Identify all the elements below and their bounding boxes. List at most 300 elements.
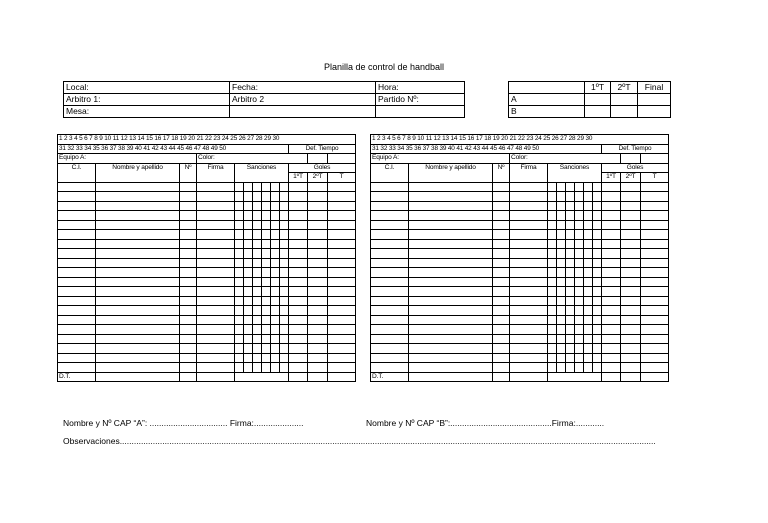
player-cell[interactable] <box>493 182 510 192</box>
player-cell[interactable] <box>96 201 180 211</box>
player-cell[interactable] <box>244 296 253 306</box>
player-cell[interactable] <box>328 287 356 297</box>
player-cell[interactable] <box>328 230 356 240</box>
score-cell[interactable] <box>638 106 671 118</box>
player-cell[interactable] <box>308 239 328 249</box>
player-cell[interactable] <box>510 192 548 202</box>
player-cell[interactable] <box>280 296 289 306</box>
player-cell[interactable] <box>557 296 566 306</box>
player-cell[interactable] <box>58 353 96 363</box>
player-cell[interactable] <box>566 239 575 249</box>
player-cell[interactable] <box>180 201 197 211</box>
player-cell[interactable] <box>262 220 271 230</box>
dt-cell[interactable] <box>328 372 356 382</box>
player-cell[interactable] <box>58 315 96 325</box>
player-cell[interactable] <box>371 315 409 325</box>
score-cell[interactable] <box>585 94 611 106</box>
player-cell[interactable] <box>197 230 235 240</box>
player-cell[interactable] <box>180 296 197 306</box>
player-cell[interactable] <box>289 315 308 325</box>
player-cell[interactable] <box>253 353 262 363</box>
player-cell[interactable] <box>244 334 253 344</box>
player-cell[interactable] <box>289 296 308 306</box>
equipo-label[interactable]: Equipo A: <box>371 154 510 164</box>
player-cell[interactable] <box>58 220 96 230</box>
player-cell[interactable] <box>510 201 548 211</box>
player-cell[interactable] <box>641 353 669 363</box>
player-cell[interactable] <box>371 344 409 354</box>
player-cell[interactable] <box>621 201 641 211</box>
player-cell[interactable] <box>641 334 669 344</box>
player-cell[interactable] <box>510 268 548 278</box>
player-cell[interactable] <box>510 296 548 306</box>
mesa-field[interactable]: Mesa: <box>64 106 230 118</box>
dt-cell[interactable] <box>308 372 328 382</box>
player-cell[interactable] <box>58 296 96 306</box>
player-cell[interactable] <box>262 192 271 202</box>
player-cell[interactable] <box>566 306 575 316</box>
player-cell[interactable] <box>493 287 510 297</box>
player-cell[interactable] <box>557 344 566 354</box>
player-cell[interactable] <box>409 249 493 259</box>
player-cell[interactable] <box>253 315 262 325</box>
player-cell[interactable] <box>253 277 262 287</box>
player-cell[interactable] <box>602 239 621 249</box>
player-cell[interactable] <box>308 296 328 306</box>
player-cell[interactable] <box>235 353 244 363</box>
player-cell[interactable] <box>262 363 271 373</box>
player-cell[interactable] <box>96 363 180 373</box>
player-cell[interactable] <box>328 353 356 363</box>
player-cell[interactable] <box>197 211 235 221</box>
player-cell[interactable] <box>244 182 253 192</box>
player-cell[interactable] <box>602 182 621 192</box>
player-cell[interactable] <box>493 220 510 230</box>
player-cell[interactable] <box>58 258 96 268</box>
player-cell[interactable] <box>308 306 328 316</box>
player-cell[interactable] <box>493 258 510 268</box>
player-cell[interactable] <box>280 353 289 363</box>
player-cell[interactable] <box>584 315 593 325</box>
player-cell[interactable] <box>548 296 557 306</box>
color-label[interactable]: Color: <box>510 154 621 164</box>
player-cell[interactable] <box>557 239 566 249</box>
player-cell[interactable] <box>235 230 244 240</box>
player-cell[interactable] <box>180 277 197 287</box>
player-cell[interactable] <box>235 220 244 230</box>
player-cell[interactable] <box>566 334 575 344</box>
player-cell[interactable] <box>197 192 235 202</box>
player-cell[interactable] <box>235 325 244 335</box>
player-cell[interactable] <box>371 334 409 344</box>
player-cell[interactable] <box>289 353 308 363</box>
player-cell[interactable] <box>308 211 328 221</box>
player-cell[interactable] <box>641 268 669 278</box>
player-cell[interactable] <box>328 220 356 230</box>
player-cell[interactable] <box>557 230 566 240</box>
player-cell[interactable] <box>584 353 593 363</box>
player-cell[interactable] <box>557 334 566 344</box>
player-cell[interactable] <box>197 325 235 335</box>
player-cell[interactable] <box>584 182 593 192</box>
player-cell[interactable] <box>548 306 557 316</box>
player-cell[interactable] <box>602 249 621 259</box>
player-cell[interactable] <box>621 230 641 240</box>
player-cell[interactable] <box>96 296 180 306</box>
player-cell[interactable] <box>197 201 235 211</box>
player-cell[interactable] <box>566 344 575 354</box>
player-cell[interactable] <box>235 363 244 373</box>
player-cell[interactable] <box>548 182 557 192</box>
player-cell[interactable] <box>566 211 575 221</box>
player-cell[interactable] <box>180 287 197 297</box>
player-cell[interactable] <box>235 344 244 354</box>
player-cell[interactable] <box>548 353 557 363</box>
player-cell[interactable] <box>584 277 593 287</box>
player-cell[interactable] <box>289 277 308 287</box>
player-cell[interactable] <box>548 258 557 268</box>
player-cell[interactable] <box>548 344 557 354</box>
def-tiempo-cell[interactable] <box>308 154 328 164</box>
player-cell[interactable] <box>289 220 308 230</box>
dt-cell[interactable] <box>180 372 197 382</box>
dt-cell[interactable] <box>289 372 308 382</box>
player-cell[interactable] <box>593 239 602 249</box>
player-cell[interactable] <box>548 363 557 373</box>
player-cell[interactable] <box>262 344 271 354</box>
player-cell[interactable] <box>510 363 548 373</box>
cap-a-line[interactable]: Nombre y Nº CAP “A”: ................................. Firma:..................... <box>63 418 304 428</box>
player-cell[interactable] <box>280 258 289 268</box>
player-cell[interactable] <box>180 306 197 316</box>
player-cell[interactable] <box>308 182 328 192</box>
player-cell[interactable] <box>197 344 235 354</box>
player-cell[interactable] <box>593 201 602 211</box>
player-cell[interactable] <box>575 230 584 240</box>
player-cell[interactable] <box>593 363 602 373</box>
player-cell[interactable] <box>244 192 253 202</box>
player-cell[interactable] <box>641 363 669 373</box>
player-cell[interactable] <box>548 287 557 297</box>
player-cell[interactable] <box>575 220 584 230</box>
dt-cell[interactable] <box>621 372 641 382</box>
player-cell[interactable] <box>621 277 641 287</box>
player-cell[interactable] <box>566 182 575 192</box>
player-cell[interactable] <box>180 344 197 354</box>
player-cell[interactable] <box>58 306 96 316</box>
player-cell[interactable] <box>253 182 262 192</box>
player-cell[interactable] <box>328 249 356 259</box>
player-cell[interactable] <box>409 230 493 240</box>
player-cell[interactable] <box>371 363 409 373</box>
player-cell[interactable] <box>58 325 96 335</box>
player-cell[interactable] <box>584 334 593 344</box>
player-cell[interactable] <box>584 192 593 202</box>
player-cell[interactable] <box>280 239 289 249</box>
player-cell[interactable] <box>253 220 262 230</box>
player-cell[interactable] <box>328 334 356 344</box>
player-cell[interactable] <box>409 258 493 268</box>
player-cell[interactable] <box>566 287 575 297</box>
player-cell[interactable] <box>180 268 197 278</box>
player-cell[interactable] <box>58 201 96 211</box>
player-cell[interactable] <box>641 287 669 297</box>
player-cell[interactable] <box>557 201 566 211</box>
player-cell[interactable] <box>280 211 289 221</box>
player-cell[interactable] <box>308 201 328 211</box>
player-cell[interactable] <box>253 211 262 221</box>
player-cell[interactable] <box>262 239 271 249</box>
score-cell[interactable] <box>585 106 611 118</box>
player-cell[interactable] <box>641 325 669 335</box>
player-cell[interactable] <box>197 287 235 297</box>
player-cell[interactable] <box>510 230 548 240</box>
player-cell[interactable] <box>371 296 409 306</box>
equipo-label[interactable]: Equipo A: <box>58 154 197 164</box>
player-cell[interactable] <box>593 230 602 240</box>
player-cell[interactable] <box>493 211 510 221</box>
player-cell[interactable] <box>96 239 180 249</box>
player-cell[interactable] <box>548 315 557 325</box>
player-cell[interactable] <box>197 249 235 259</box>
cap-b-line[interactable]: Nombre y Nº CAP “B”:...........................................Firma:............ <box>366 418 605 428</box>
player-cell[interactable] <box>197 296 235 306</box>
player-cell[interactable] <box>548 239 557 249</box>
player-cell[interactable] <box>493 249 510 259</box>
player-cell[interactable] <box>197 363 235 373</box>
dt-cell[interactable] <box>641 372 669 382</box>
dt-cell[interactable] <box>235 372 289 382</box>
player-cell[interactable] <box>253 306 262 316</box>
player-cell[interactable] <box>58 192 96 202</box>
player-cell[interactable] <box>557 182 566 192</box>
player-cell[interactable] <box>262 249 271 259</box>
player-cell[interactable] <box>409 315 493 325</box>
player-cell[interactable] <box>548 334 557 344</box>
player-cell[interactable] <box>244 201 253 211</box>
player-cell[interactable] <box>235 258 244 268</box>
player-cell[interactable] <box>510 344 548 354</box>
player-cell[interactable] <box>593 344 602 354</box>
player-cell[interactable] <box>253 344 262 354</box>
player-cell[interactable] <box>584 306 593 316</box>
player-cell[interactable] <box>593 315 602 325</box>
player-cell[interactable] <box>641 296 669 306</box>
player-cell[interactable] <box>244 325 253 335</box>
player-cell[interactable] <box>510 353 548 363</box>
player-cell[interactable] <box>584 239 593 249</box>
player-cell[interactable] <box>557 192 566 202</box>
player-cell[interactable] <box>244 277 253 287</box>
player-cell[interactable] <box>96 182 180 192</box>
player-cell[interactable] <box>262 182 271 192</box>
fecha-field[interactable]: Fecha: <box>230 82 376 94</box>
player-cell[interactable] <box>289 192 308 202</box>
player-cell[interactable] <box>328 239 356 249</box>
player-cell[interactable] <box>262 296 271 306</box>
player-cell[interactable] <box>308 249 328 259</box>
player-cell[interactable] <box>602 306 621 316</box>
player-cell[interactable] <box>280 287 289 297</box>
player-cell[interactable] <box>280 334 289 344</box>
player-cell[interactable] <box>328 277 356 287</box>
player-cell[interactable] <box>409 201 493 211</box>
player-cell[interactable] <box>641 182 669 192</box>
player-cell[interactable] <box>289 201 308 211</box>
player-cell[interactable] <box>575 353 584 363</box>
player-cell[interactable] <box>557 325 566 335</box>
player-cell[interactable] <box>235 296 244 306</box>
player-cell[interactable] <box>271 344 280 354</box>
dt-cell[interactable] <box>96 372 180 382</box>
dt-cell[interactable] <box>602 372 621 382</box>
player-cell[interactable] <box>510 287 548 297</box>
player-cell[interactable] <box>510 315 548 325</box>
player-cell[interactable] <box>244 249 253 259</box>
player-cell[interactable] <box>493 239 510 249</box>
player-cell[interactable] <box>621 182 641 192</box>
player-cell[interactable] <box>575 344 584 354</box>
player-cell[interactable] <box>602 315 621 325</box>
player-cell[interactable] <box>575 249 584 259</box>
player-cell[interactable] <box>593 192 602 202</box>
player-cell[interactable] <box>409 239 493 249</box>
player-cell[interactable] <box>575 296 584 306</box>
player-cell[interactable] <box>280 277 289 287</box>
player-cell[interactable] <box>253 258 262 268</box>
player-cell[interactable] <box>602 201 621 211</box>
player-cell[interactable] <box>58 268 96 278</box>
player-cell[interactable] <box>289 344 308 354</box>
player-cell[interactable] <box>566 220 575 230</box>
player-cell[interactable] <box>371 268 409 278</box>
player-cell[interactable] <box>180 363 197 373</box>
player-cell[interactable] <box>566 230 575 240</box>
player-cell[interactable] <box>235 315 244 325</box>
player-cell[interactable] <box>510 306 548 316</box>
player-cell[interactable] <box>271 220 280 230</box>
player-cell[interactable] <box>593 258 602 268</box>
player-cell[interactable] <box>197 277 235 287</box>
player-cell[interactable] <box>602 211 621 221</box>
player-cell[interactable] <box>602 258 621 268</box>
player-cell[interactable] <box>621 268 641 278</box>
player-cell[interactable] <box>584 268 593 278</box>
player-cell[interactable] <box>280 201 289 211</box>
player-cell[interactable] <box>566 268 575 278</box>
player-cell[interactable] <box>566 201 575 211</box>
player-cell[interactable] <box>493 268 510 278</box>
player-cell[interactable] <box>493 344 510 354</box>
player-cell[interactable] <box>575 192 584 202</box>
player-cell[interactable] <box>566 192 575 202</box>
player-cell[interactable] <box>235 334 244 344</box>
player-cell[interactable] <box>280 192 289 202</box>
player-cell[interactable] <box>557 249 566 259</box>
player-cell[interactable] <box>180 211 197 221</box>
player-cell[interactable] <box>602 192 621 202</box>
player-cell[interactable] <box>262 287 271 297</box>
player-cell[interactable] <box>371 211 409 221</box>
player-cell[interactable] <box>557 315 566 325</box>
player-cell[interactable] <box>409 211 493 221</box>
player-cell[interactable] <box>575 363 584 373</box>
player-cell[interactable] <box>371 230 409 240</box>
player-cell[interactable] <box>621 192 641 202</box>
player-cell[interactable] <box>593 182 602 192</box>
player-cell[interactable] <box>575 201 584 211</box>
arbitro2-field[interactable]: Arbitro 2 <box>230 94 376 106</box>
player-cell[interactable] <box>289 363 308 373</box>
player-cell[interactable] <box>96 287 180 297</box>
player-cell[interactable] <box>96 230 180 240</box>
player-cell[interactable] <box>575 306 584 316</box>
player-cell[interactable] <box>493 315 510 325</box>
player-cell[interactable] <box>280 325 289 335</box>
player-cell[interactable] <box>58 287 96 297</box>
player-cell[interactable] <box>253 201 262 211</box>
player-cell[interactable] <box>96 306 180 316</box>
player-cell[interactable] <box>197 258 235 268</box>
player-cell[interactable] <box>58 249 96 259</box>
player-cell[interactable] <box>244 220 253 230</box>
player-cell[interactable] <box>235 306 244 316</box>
player-cell[interactable] <box>584 230 593 240</box>
player-cell[interactable] <box>566 258 575 268</box>
player-cell[interactable] <box>548 249 557 259</box>
player-cell[interactable] <box>308 287 328 297</box>
player-cell[interactable] <box>593 268 602 278</box>
player-cell[interactable] <box>584 363 593 373</box>
player-cell[interactable] <box>289 182 308 192</box>
player-cell[interactable] <box>621 353 641 363</box>
player-cell[interactable] <box>328 296 356 306</box>
color-label[interactable]: Color: <box>197 154 308 164</box>
player-cell[interactable] <box>271 325 280 335</box>
player-cell[interactable] <box>308 192 328 202</box>
player-cell[interactable] <box>493 296 510 306</box>
player-cell[interactable] <box>235 182 244 192</box>
player-cell[interactable] <box>371 239 409 249</box>
player-cell[interactable] <box>180 334 197 344</box>
player-cell[interactable] <box>371 192 409 202</box>
local-field[interactable]: Local: <box>64 82 230 94</box>
player-cell[interactable] <box>584 258 593 268</box>
player-cell[interactable] <box>235 201 244 211</box>
player-cell[interactable] <box>641 201 669 211</box>
player-cell[interactable] <box>593 353 602 363</box>
score-cell[interactable] <box>638 94 671 106</box>
player-cell[interactable] <box>308 315 328 325</box>
player-cell[interactable] <box>328 201 356 211</box>
player-cell[interactable] <box>557 353 566 363</box>
hora-field[interactable]: Hora: <box>376 82 465 94</box>
player-cell[interactable] <box>493 230 510 240</box>
player-cell[interactable] <box>557 287 566 297</box>
player-cell[interactable] <box>96 334 180 344</box>
score-cell[interactable] <box>611 106 638 118</box>
player-cell[interactable] <box>371 182 409 192</box>
player-cell[interactable] <box>308 363 328 373</box>
player-cell[interactable] <box>244 315 253 325</box>
player-cell[interactable] <box>575 315 584 325</box>
player-cell[interactable] <box>602 268 621 278</box>
player-cell[interactable] <box>58 277 96 287</box>
player-cell[interactable] <box>244 306 253 316</box>
player-cell[interactable] <box>271 268 280 278</box>
player-cell[interactable] <box>96 315 180 325</box>
player-cell[interactable] <box>180 258 197 268</box>
